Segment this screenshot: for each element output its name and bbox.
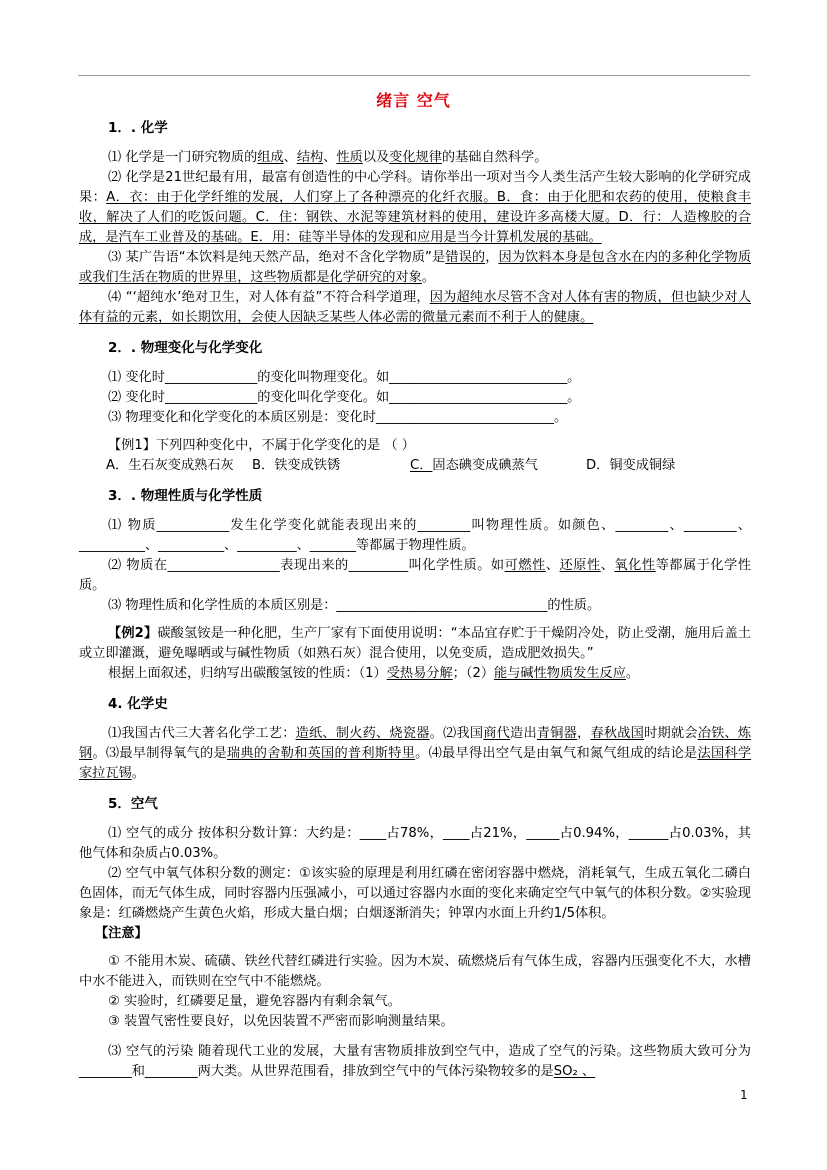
- chemical-property-paragraph: ⑵ 物质在_________________表现出来的_________叫化学性质。如可燃性、还原性、氧化性等都属于化学性质。: [79, 558, 752, 593]
- example-1-question: 【例1】下列四种变化中，不属于化学变化的是 （ ）: [108, 438, 415, 453]
- physical-property-paragraph: ⑴ 物质___________发生化学变化就能表现出来的________叫物理性质。如颜色、________、________、__________、__________、_________、_______等都属于物理性质。: [79, 518, 751, 553]
- paragraph-definition: ⑴ 化学是一门研究物质的组成、结构、性质以及变化规律的基础自然科学。: [108, 150, 548, 165]
- section-heading-properties: 3．. 物理性质与化学性质: [108, 488, 263, 504]
- paragraph-advertisement: ⑶ 某广告语“本饮料是纯天然产品，绝对不含化学物质”是错误的，因为饮料本身是包含水在内的多种化学物质或我们生活在物质的世界里，这些物质都是化学研究的对象。: [79, 250, 752, 285]
- page-title: 绪言 空气: [376, 91, 451, 110]
- note-heading: 【注意】: [95, 926, 148, 941]
- example-1-options: [79, 456, 751, 476]
- document-body: [79, 118, 751, 1082]
- paragraph-pure-water: ⑷ “‘超纯水’绝对卫生，对人体有益”不符合科学道理，因为超纯水尽管不含对人体有害的物质，但也缺少对人体有益的元素，如长期饮用，会使人因缺乏某些人体必需的微量元素而不利于人的健康。: [79, 290, 752, 325]
- physical-change-line: ⑴ 变化时______________的变化叫物理变化。如___________________________。: [108, 370, 581, 385]
- note-item-2: ② 实验时，红磷要足量，避免容器内有剩余氧气。: [108, 994, 401, 1009]
- paragraph-achievements: ⑵ 化学是21世纪最有用，最富有创造性的中心学科。请你举出一项对当今人类生活产生较大影响的化学研究成果：A．衣：由于化学纤维的发展，人们穿上了各种漂亮的化纤衣服。B．食：由于化肥和农药的使用，使粮食丰收，解决了人们的吃饭问题。C．住：钢铁、水泥等建筑材料的使用，建设许多高楼大厦。D．行：人造橡胶的合成，是汽车工业普及的基础。E．用：硅等半导体的发现和应用是当今计算机发展的基础。: [79, 170, 751, 245]
- option-b: B．铁变成铁锈: [252, 458, 341, 473]
- section-heading-history: 4. 化学史: [108, 696, 168, 712]
- property-difference-line: ⑶ 物理性质和化学性质的本质区别是：________________________________的性质。: [108, 598, 601, 613]
- option-a: A．生石灰变成熟石灰: [106, 458, 234, 473]
- chemical-change-line: ⑵ 变化时______________的变化叫化学变化。如___________________________。: [108, 390, 581, 405]
- note-item-3: ③ 装置气密性要良好，以免因装置不严密而影响测量结果。: [108, 1014, 454, 1029]
- change-difference-line: ⑶ 物理变化和化学变化的本质区别是：变化时___________________________。: [108, 410, 568, 425]
- page-number: 1: [740, 1088, 748, 1102]
- header-rule: [78, 75, 750, 76]
- air-composition-paragraph: ⑴ 空气的成分 按体积分数计算：大约是：____占78%，____占21%，_____占0.94%，______占0.03%，其他气体和杂质占0.03%。: [79, 826, 751, 861]
- option-d: D．铜变成铜绿: [586, 458, 676, 473]
- note-item-1: ① 不能用木炭、硫磺、铁丝代替红磷进行实验。因为木炭、硫燃烧后有气体生成，容器内压强变化不大，水槽中水不能进入，而铁则在空气中不能燃烧。: [79, 954, 751, 989]
- option-c: C．固态碘变成碘蒸气: [410, 458, 538, 473]
- example-2-answer: 根据上面叙述，归纳写出碳酸氢铵的性质：（1）受热易分解；（2）能与碱性物质发生反应。: [108, 666, 640, 681]
- section-heading-air: 5．空气: [108, 796, 158, 812]
- air-pollution-paragraph: ⑶ 空气的污染 随着现代工业的发展，大量有害物质排放到空气中，造成了空气的污染。这些物质大致可分为________和________两大类。从世界范围看，排放到空气中的气体污染物较多的是SO₂ 、: [79, 1044, 751, 1079]
- example-2-question: 【例2】碳酸氢铵是一种化肥，生产厂家有下面使用说明：“本品宜存贮于干燥阴冷处，防止受潮，施用后盖土或立即灌溉，避免曝晒或与碱性物质（如熟石灰）混合使用，以免变质，造成肥效损失。”: [79, 626, 751, 661]
- history-paragraph: ⑴我国古代三大著名化学工艺：造纸、制火药、烧瓷器。⑵我国商代造出青铜器，春秋战国时期就会冶铁、炼钢。⑶最早制得氧气的是瑞典的舍勒和英国的普利斯特里。⑷最早得出空气是由氧气和氮气组成的结论是法国科学家拉瓦锡。: [79, 726, 752, 781]
- oxygen-measurement-paragraph: ⑵ 空气中氧气体积分数的测定：①该实验的原理是利用红磷在密闭容器中燃烧，消耗氧气，生成五氧化二磷白色固体，而无气体生成，同时容器内压强减小，可以通过容器内水面的变化来确定空气中氧气的体积分数。②实验现象是：红磷燃烧产生黄色火焰，形成大量白烟；白烟逐渐消失；钟罩内水面上升约1/5体积。: [79, 866, 751, 921]
- section-heading-chemistry: 1．. 化学: [108, 120, 168, 136]
- section-heading-changes: 2．. 物理变化与化学变化: [108, 340, 263, 356]
